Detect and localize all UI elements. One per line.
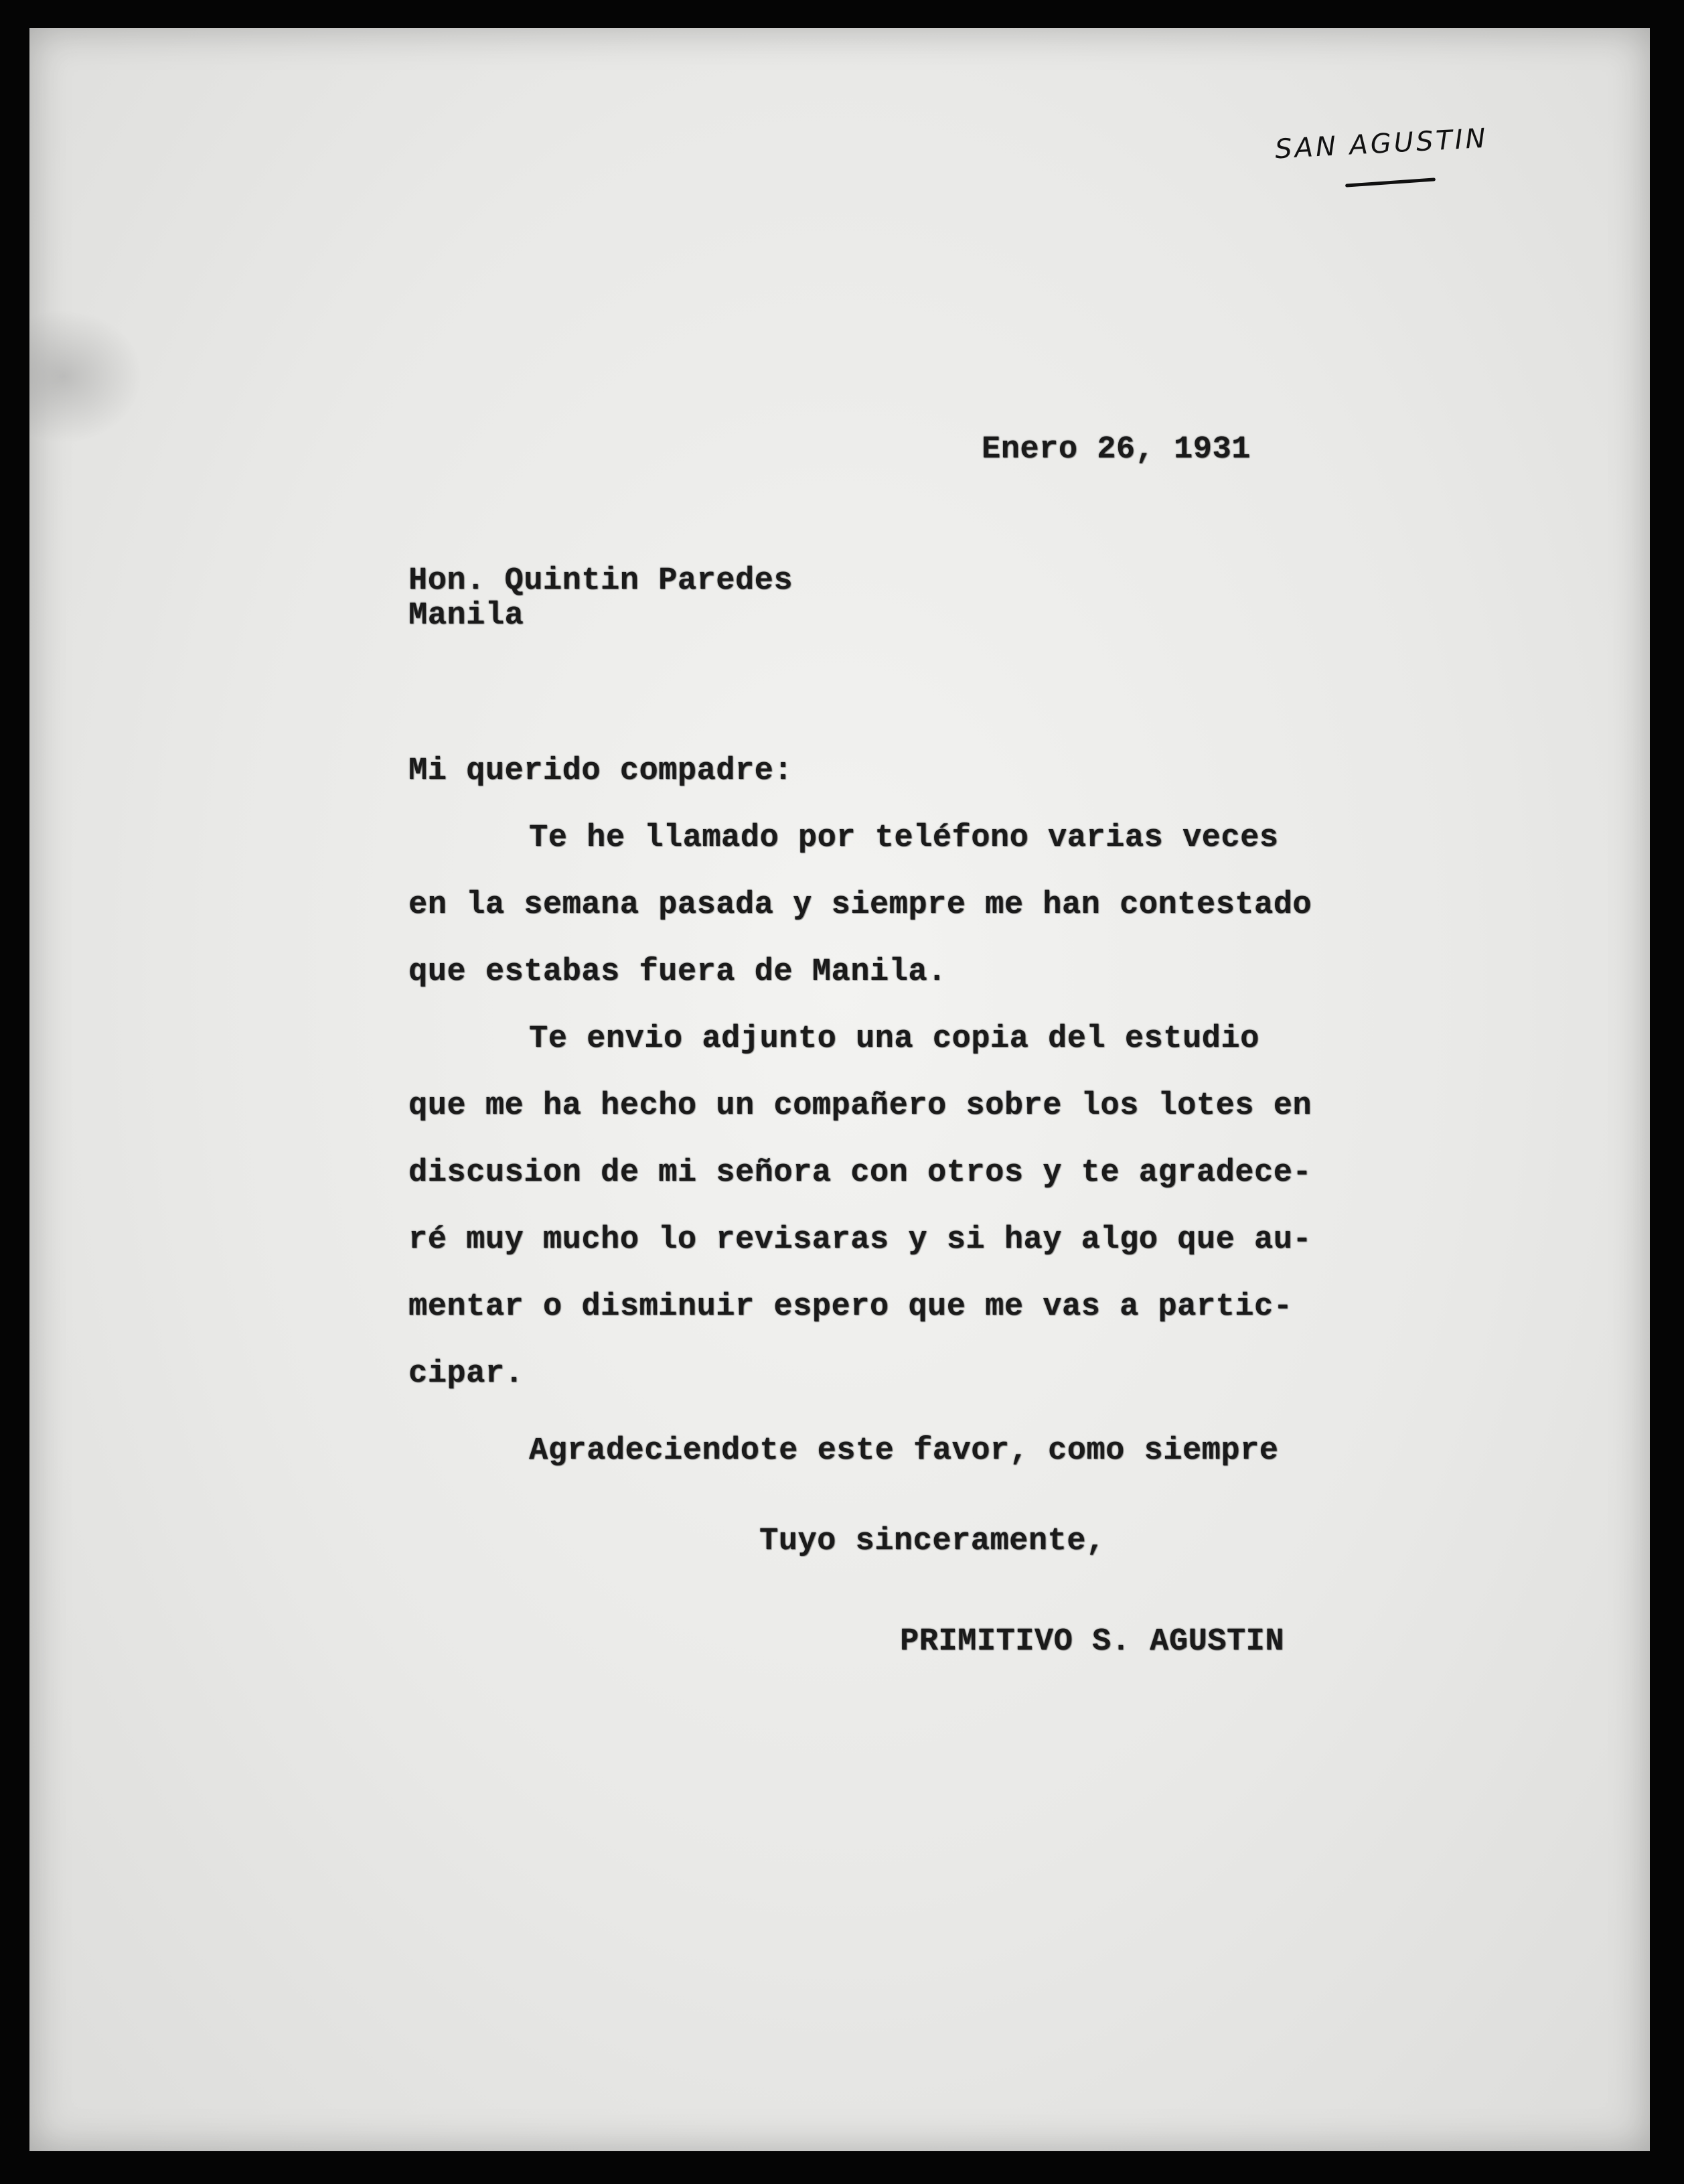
letter-page xyxy=(29,28,1650,2151)
paragraph-2-line-2: que me ha hecho un compañero sobre los lotes en xyxy=(408,1088,1312,1124)
paragraph-1-line-3: que estabas fuera de Manila. xyxy=(408,954,947,990)
paragraph-3-line-1: Agradeciendote este favor, como siempre xyxy=(529,1433,1279,1469)
handwritten-name: SAN AGUSTIN xyxy=(1274,123,1489,165)
paragraph-2-line-4: ré muy mucho lo revisaras y si hay algo que au- xyxy=(408,1222,1312,1258)
recipient-city: Manila xyxy=(408,598,524,634)
salutation: Mi querido compadre: xyxy=(408,753,793,789)
paragraph-2-line-3: discusion de mi señora con otros y te agradece- xyxy=(408,1155,1312,1191)
paragraph-2-line-6: cipar. xyxy=(408,1356,524,1392)
paper-stain xyxy=(29,309,143,443)
paragraph-1-line-2: en la semana pasada y siempre me han contestado xyxy=(408,887,1312,923)
closing: Tuyo sinceramente, xyxy=(759,1524,1105,1559)
paragraph-1-line-1: Te he llamado por teléfono varias veces xyxy=(529,820,1279,856)
paragraph-2-line-1: Te envio adjunto una copia del estudio xyxy=(529,1021,1259,1057)
recipient-name: Hon. Quintin Paredes xyxy=(408,563,793,599)
paragraph-2-line-5: mentar o disminuir espero que me vas a partic- xyxy=(408,1289,1293,1325)
letter-date: Enero 26, 1931 xyxy=(982,432,1251,467)
handwritten-annotation xyxy=(1274,123,1529,202)
handwritten-underline xyxy=(1345,177,1436,187)
signature: PRIMITIVO S. AGUSTIN xyxy=(900,1624,1285,1660)
